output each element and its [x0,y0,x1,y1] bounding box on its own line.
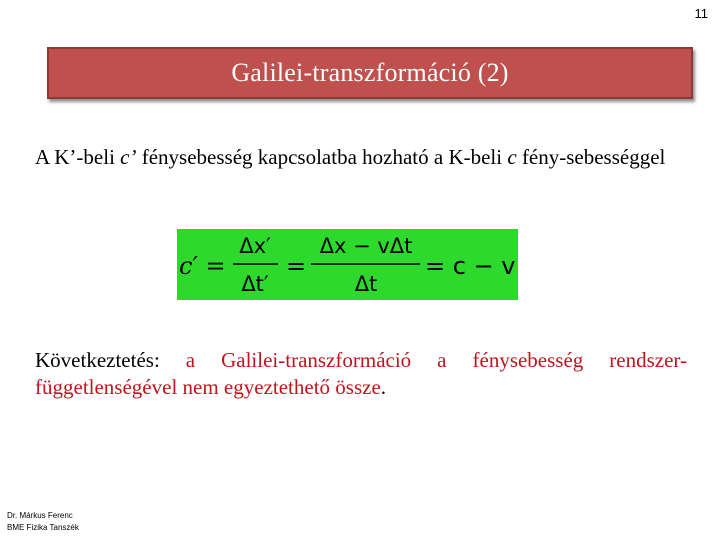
footer-department: BME Fizika Tanszék [7,523,79,532]
formula-frac2-numerator: Δx − vΔt [319,234,413,258]
formula-box [177,229,518,300]
intro-text-3: fény-sebességgel [516,145,666,169]
conclusion-lead: Következtetés: [35,348,186,372]
slide-title: Galilei-transzformáció (2) [231,58,509,87]
page-number: 11 [694,6,708,21]
footer-author: Dr. Márkus Ferenc [7,511,73,520]
conclusion-period: . [380,375,387,399]
formula-equals-1: = [286,252,307,280]
formula-frac2-denominator: Δt [354,272,378,296]
title-banner [47,47,693,99]
intro-variable-c: c [507,145,517,169]
formula-rhs: = c − v [425,252,516,280]
footer-credit [7,510,79,534]
intro-text-2: fénysebesség kapcsolatba hozható a K-beli [136,145,508,169]
formula-graphic [177,229,518,300]
conclusion-highlight: a Galilei-transzformáció a fénysebesség rendszer-függetlenségével nem egyeztethető össze [35,348,687,399]
conclusion-paragraph [35,347,687,401]
intro-variable-c-prime: c’ [120,145,137,169]
intro-text-1: A K’-beli [35,145,121,169]
formula-frac1-numerator: Δx′ [239,234,271,258]
formula-frac1-denominator: Δt′ [241,272,269,296]
formula-lhs: c′ = [179,252,226,280]
intro-paragraph [35,144,687,171]
